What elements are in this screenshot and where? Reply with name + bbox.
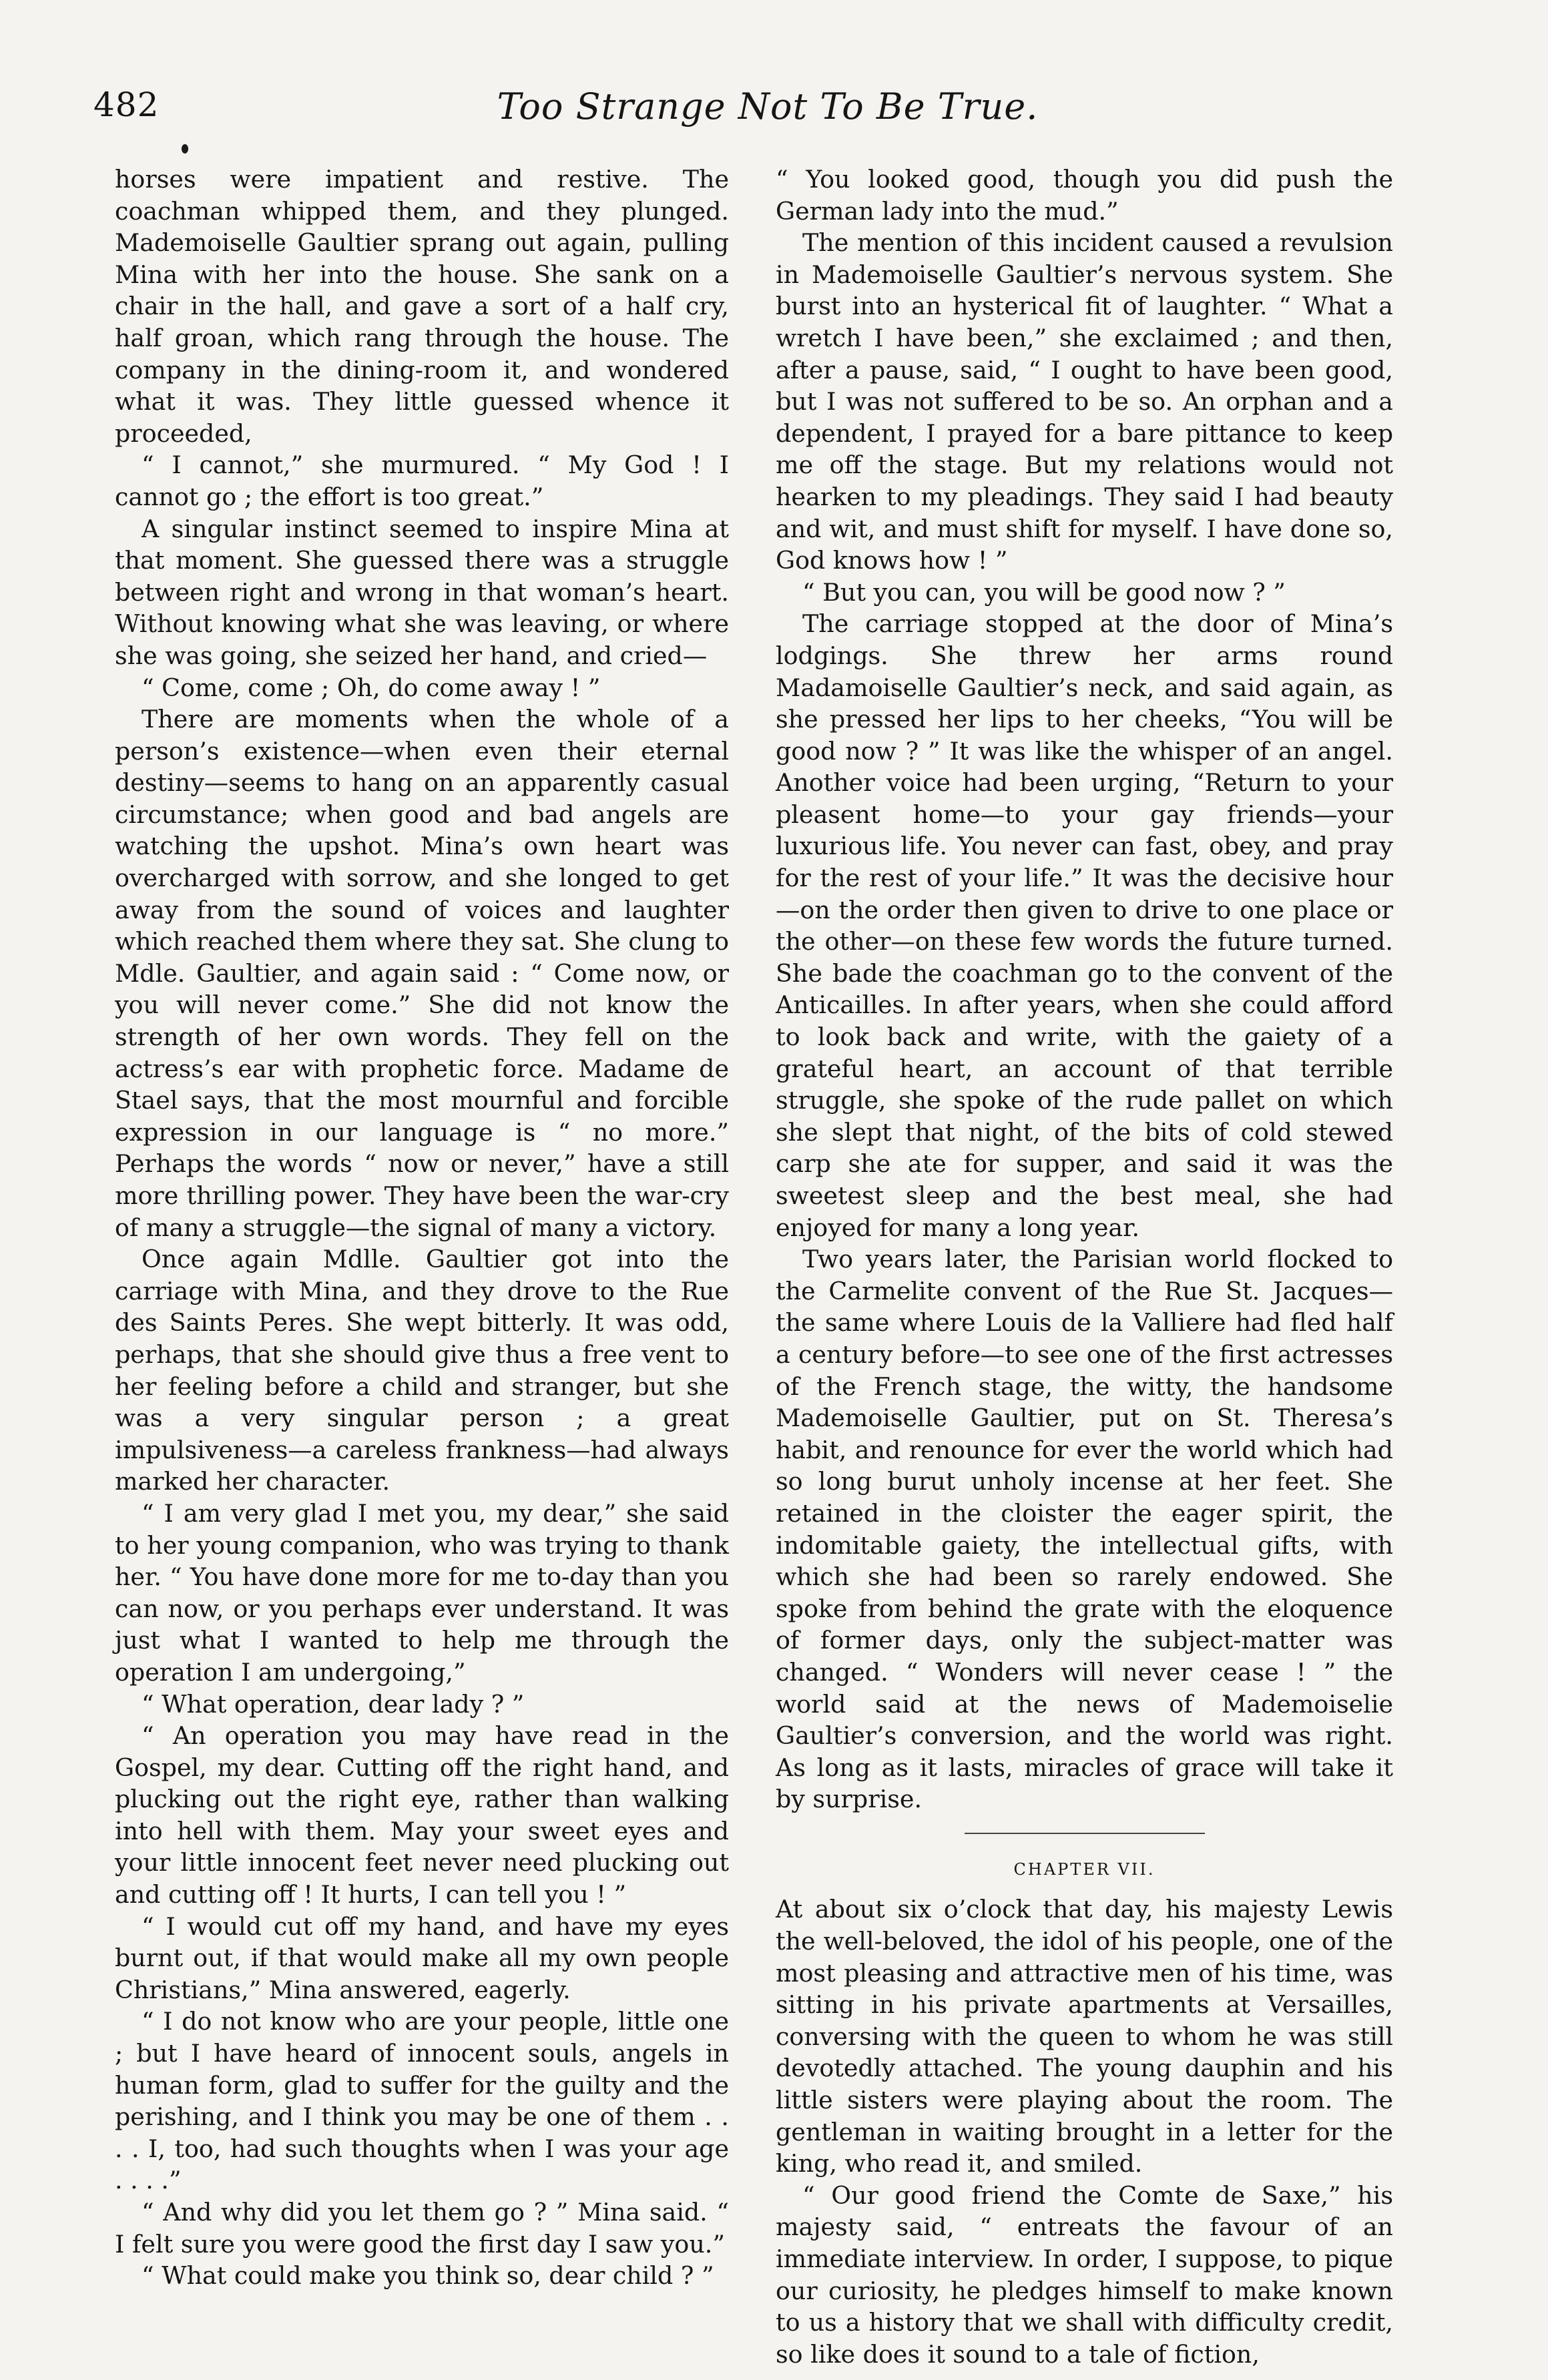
paragraph: The mention of this incident caused a revulsion in Mademoiselle Gaultier’s nervous system. She burst into an hysterical fit of laughter. “ What a wretch I have been,” she exclaimed ; and then, after a pause, said, “ I ought to have been good, but I was not suffered to be so. An orphan and a dependent, I prayed for a bare pittance to keep me off the stage. But my relations would not hearken to my pleadings. They said I had beauty and wit, and must shift for myself. I have done so, God knows how ! ” (776, 228, 1393, 575)
paragraph: “ I am very glad I met you, my dear,” she said to her young companion, who was trying to thank her. “ You have done more for me to-day than you can now, or you perhaps ever understand. It was just what I wanted to help me through the operation I am undergoing,” (115, 1498, 729, 1687)
page-header (93, 85, 1442, 145)
paragraph: At about six o’clock that day, his majesty Lewis the well-beloved, the idol of his people, one of the most pleasing and attractive men of his time, was sitting in his private apartments at Versailles, conversing with the queen to whom he was still devotedly attached. The young dauphin and his little sisters were playing about the room. The gentleman in waiting brought in a letter for the king, who read it, and smiled. (776, 1895, 1393, 2178)
section-divider (965, 1833, 1205, 1834)
paragraph: “ I cannot,” she murmured. “ My God ! I cannot go ; the effort is too great.” (115, 451, 729, 511)
paragraph: “ What operation, dear lady ? ” (142, 1689, 525, 1719)
paragraph: “ I do not know who are your people, little one ; but I have heard of innocent souls, angels in human form, glad to suffer for the guilty and the perishing, and I think you may be one of them . . . . I, too, had such thoughts when I was your age . . . .” (115, 2007, 729, 2195)
paragraph: A singular instinct seemed to inspire Mina at that moment. She guessed there was a struggle between right and wrong in that woman’s heart. Without knowing what she was leaving, or where she was going, she seized her hand, and cried— (115, 514, 729, 670)
paragraph: “ But you can, you will be good now ? ” (802, 577, 1286, 607)
left-column (115, 164, 729, 2292)
paragraph: “ Our good friend the Comte de Saxe,” his majesty said, “ entreats the favour of an immediate interview. In order, I suppose, to pique our curiosity, he pledges himself to make known to us a history that we shall with difficulty credit, so like does it sound to a tale of fiction, (776, 2180, 1393, 2369)
paragraph: The carriage stopped at the door of Mina’s lodgings. She threw her arms round Madamoiselle Gaultier’s neck, and said again, as she pressed her lips to her cheeks, “You will be good now ? ” It was like the whisper of an angel. Another voice had been urging, “Return to your pleasent home—to your gay friends—your luxurious life. You never can fast, obey, and pray for the rest of your life.” It was the decisive hour—on the order then given to drive to one place or the other—on these few words the future turned. She bade the coachman go to the convent of the Anticailles. In after years, when she could afford to look back and write, with the gaiety of a grateful heart, an account of that terrible struggle, she spoke of the rude pallet on which she slept that night, of the bits of cold stewed carp she ate for supper, and said it was the sweetest sleep and the best meal, she had enjoyed for many a long year. (776, 609, 1393, 1242)
paragraph: horses were impatient and restive. The coachman whipped them, and they plunged. Mademoiselle Gaultier sprang out again, pulling Mina with her into the house. She sank on a chair in the hall, and gave a sort of a half cry, half groan, which rang through the house. The company in the dining-room it, and wondered what it was. They little guessed whence it proceeded, (115, 165, 729, 448)
ink-dot (182, 144, 188, 154)
paragraph: “ What could make you think so, dear child ? ” (142, 2261, 714, 2291)
paragraph: There are moments when the whole of a person’s existence—when even their eternal destiny—seems to hang on an apparently casual circumstance; when good and bad angels are watching the upshot. Mina’s own heart was overcharged with sorrow, and she longed to get away from the sound of voices and laughter which reached them where they sat. She clung to Mdle. Gaultier, and again said : “ Come now, or you will never come.” She did not know the strength of her own words. They fell on the actress’s ear with prophetic force. Madame de Stael says, that the most mournful and forcible expression in our language is “ no more.” Perhaps the words “ now or never,” have a still more thrilling power. They have been the war-cry of many a struggle—the signal of many a victory. (115, 705, 729, 1242)
paragraph: Two years later, the Parisian world flocked to the Carmelite convent of the Rue St. Jacques—the same where Louis de la Valliere had fled half a century before—to see one of the first actresses of the French stage, the witty, the handsome Mademoiselle Gaultier, put on St. Theresa’s habit, and renounce for ever the world which had so long burut unholy incense at her feet. She retained in the cloister the eager spirit, the indomitable gaiety, the intellectual gifts, with which she had been so rarely endowed. She spoke from behind the grate with the eloquence of former days, only the subject-matter was changed. “ Wonders will never cease ! ” the world said at the news of Mademoiselie Gaultier’s conversion, and the world was right. As long as it lasts, miracles of grace will take it by surprise. (776, 1245, 1393, 1814)
right-column (776, 164, 1393, 2370)
page-number: 482 (93, 85, 160, 124)
paragraph: “ I would cut off my hand, and have my eyes burnt out, if that would make all my own people Christians,” Mina answered, eagerly. (115, 1911, 729, 2004)
paragraph: “ You looked good, though you did push the German lady into the mud.” (776, 165, 1393, 226)
paragraph: “ And why did you let them go ? ” Mina said. “ I felt sure you were good the first day I saw you.” (115, 2198, 729, 2259)
paragraph: Once again Mdlle. Gaultier got into the carriage with Mina, and they drove to the Rue des Saints Peres. She wept bitterly. It was odd, perhaps, that she should give thus a free vent to her feeling before a child and stranger, but she was a very singular person ; a great impulsiveness—a careless frankness—had always marked her character. (115, 1245, 729, 1496)
running-title: Too Strange Not To Be True. (497, 85, 1039, 127)
chapter-heading: CHAPTER VII. (1013, 1859, 1155, 1879)
paragraph: “ Come, come ; Oh, do come away ! ” (142, 673, 601, 702)
paragraph: “ An operation you may have read in the Gospel, my dear. Cutting off the right hand, and plucking out the right eye, rather than walking into hell with them. May your sweet eyes and your little innocent feet never need plucking out and cutting off ! It hurts, I can tell you ! ” (115, 1721, 729, 1909)
